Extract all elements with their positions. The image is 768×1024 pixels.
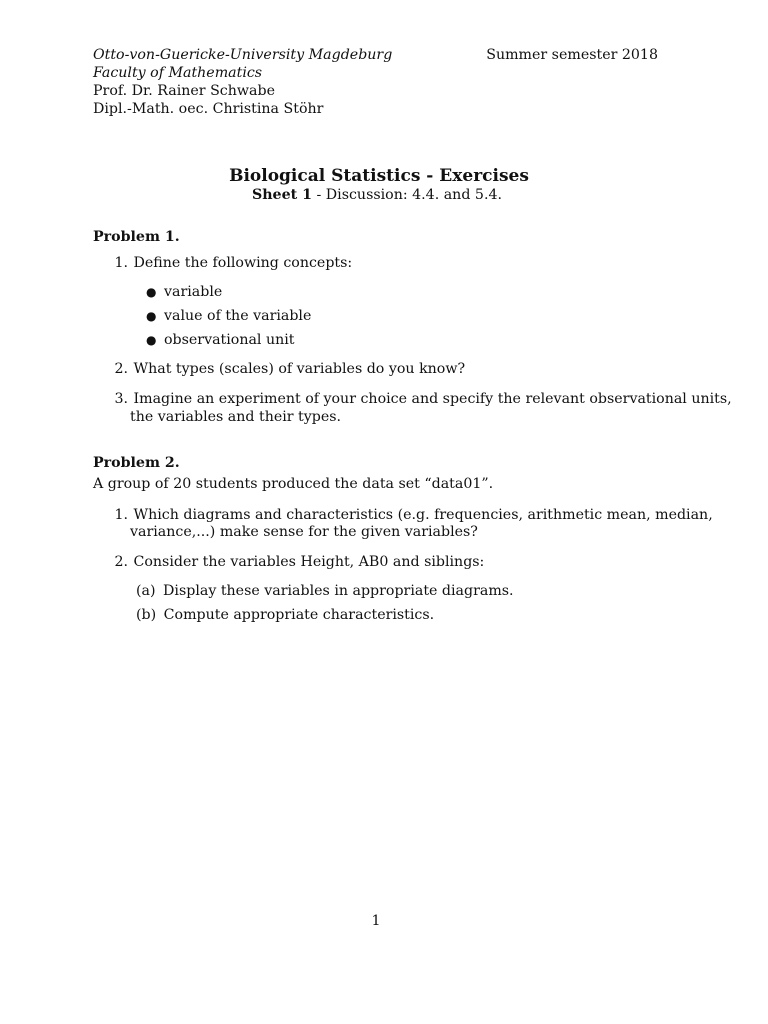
problem-1-item-1 — [108, 255, 352, 271]
problem-2-intro: A group of 20 students produced the data set “data01”. — [93, 476, 494, 492]
problem-1-item-3 — [108, 391, 732, 407]
item-text: Define the following concepts: — [133, 255, 353, 271]
item-number: 2. — [114, 554, 128, 570]
sub-item-label: (a) — [136, 583, 156, 599]
university-name: Otto-von-Guericke-University Magdeburg — [93, 47, 393, 63]
assistant-name: Dipl.-Math. oec. Christina Stöhr — [93, 101, 324, 117]
item-number: 2. — [114, 361, 128, 377]
sheet-label: Sheet 1 — [252, 187, 312, 203]
item-text-line-2: variance,...) make sense for the given variables? — [130, 524, 478, 540]
sub-item-text: Display these variables in appropriate diagrams. — [163, 583, 514, 599]
sub-item-b — [136, 607, 434, 623]
sheet-discussion: - Discussion: 4.4. and 5.4. — [311, 187, 502, 203]
bullet-icon: ● — [146, 309, 157, 323]
faculty-name: Faculty of Mathematics — [93, 65, 263, 81]
item-text-line-1: Which diagrams and characteristics (e.g. frequencies, arithmetic mean, median, — [133, 507, 713, 523]
item-number: 1. — [114, 255, 128, 271]
sub-item-a — [136, 583, 514, 599]
page-number: 1 — [371, 913, 381, 929]
item-text-line-2: the variables and their types. — [130, 409, 342, 425]
problem-2-heading: Problem 2. — [93, 455, 180, 471]
problem-1-item-2 — [108, 361, 465, 377]
professor-name: Prof. Dr. Rainer Schwabe — [93, 83, 275, 99]
problem-1-heading: Problem 1. — [93, 229, 180, 245]
sub-item-label: (b) — [136, 607, 157, 623]
problem-2-item-2 — [108, 554, 484, 570]
item-text-line-1: Imagine an experiment of your choice and specify the relevant observational units, — [133, 391, 732, 407]
semester-label: Summer semester 2018 — [486, 47, 658, 63]
bullet-icon: ● — [146, 333, 157, 347]
document-title: Biological Statistics - Exercises — [229, 166, 529, 186]
item-text: Consider the variables Height, AB0 and siblings: — [133, 554, 485, 570]
item-number: 1. — [114, 507, 128, 523]
bullet-icon: ● — [146, 285, 157, 299]
item-number: 3. — [114, 391, 128, 407]
sub-item-text: Compute appropriate characteristics. — [163, 607, 435, 623]
sheet-subtitle — [0, 187, 754, 203]
bullet-text: observational unit — [164, 332, 295, 348]
item-text: What types (scales) of variables do you know? — [133, 361, 466, 377]
problem-2-item-1 — [108, 507, 713, 523]
bullet-text: value of the variable — [164, 308, 312, 324]
bullet-text: variable — [164, 284, 223, 300]
